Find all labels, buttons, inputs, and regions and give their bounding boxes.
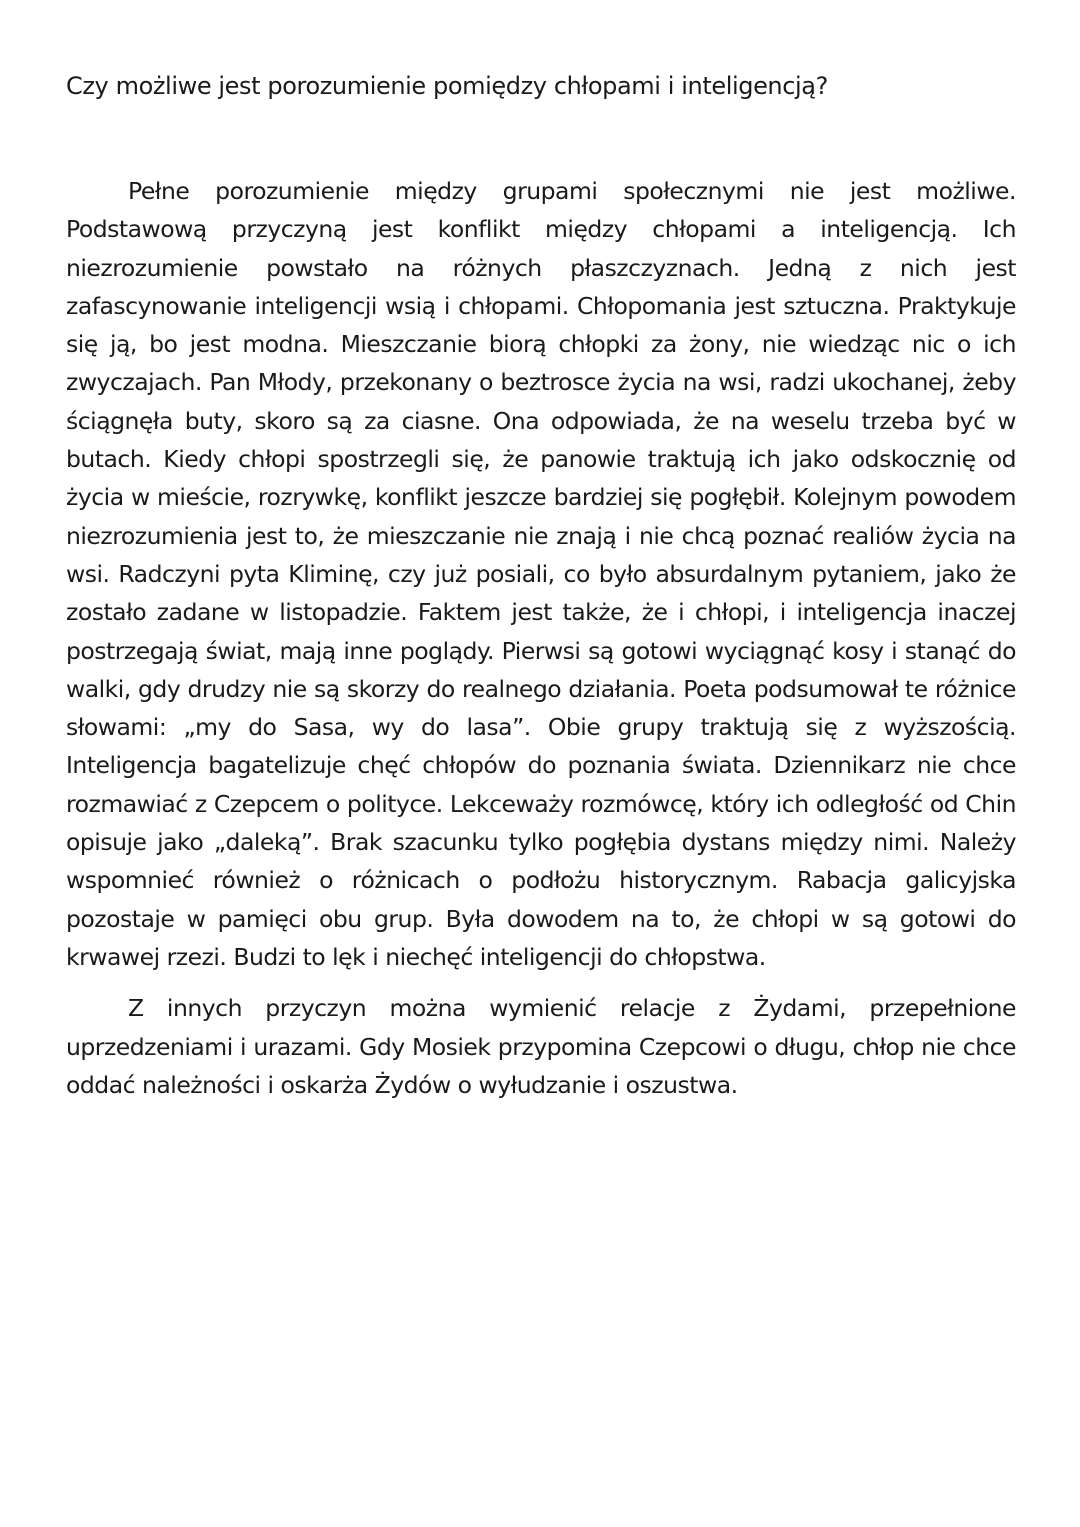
paragraph-other-reasons: Z innych przyczyn można wymienić relacje z Żydami, przepełnione uprzedzeniami i urazami. Gdy Mosiek przypomina Czepcowi o długu, chłop nie chce oddać należności i oskarża Żydów o wyłudzanie i oszustwa. bbox=[66, 994, 1016, 1099]
paragraph-main-argument: Pełne porozumienie między grupami społecznymi nie jest możliwe. Podstawową przyczyną jest konflikt między chłopami a inteligencją. Ich niezrozumienie powstało na różnych płaszczyznach. Jedną z nich jest zafascynowanie inteligencji wsią i chłopami. Chłopomania jest sztuczna. Praktykuje się ją, bo jest modna. Mieszczanie biorą chłopki za żony, nie wiedząc nic o ich zwyczajach. Pan Młody, przekonany o beztrosce życia na wsi, radzi ukochanej, żeby ściągnęła buty, skoro są za ciasne. Ona odpowiada, że na weselu trzeba być w butach. Kiedy chłopi spostrzegli się, że panowie traktują ich jako odskocznię od życia w mieście, rozrywkę, konflikt jeszcze bardziej się pogłębił. Kolejnym powodem niezrozumienia jest to, że mieszczanie nie znają i nie chcą poznać realiów życia na wsi. Radczyni pyta Kliminę, czy już posiali, co było absurdalnym pytaniem, jako że zostało zadane w listopadzie. Faktem jest także, że i chłopi, i inteligencja inaczej postrzegają świat, mają inne poglądy. Pierwsi są gotowi wyciągnąć kosy i stanąć do walki, gdy drudzy nie są skorzy do realnego działania. Poeta podsumował te różnice słowami: „my do Sasa, wy do lasa”. Obie grupy traktują się z wyższością. Inteligencja bagatelizuje chęć chłopów do poznania świata. Dziennikarz nie chce rozmawiać z Czepcem o polityce. Lekceważy rozmówcę, który ich odległość od Chin opisuje jako „daleką”. Brak szacunku tylko pogłębia dystans między nimi. Należy wspomnieć również o różnicach o podłożu historycznym. Rabacja galicyjska pozostaje w pamięci obu grup. Była dowodem na to, że chłopi w są gotowi do krwawej rzezi. Budzi to lęk i niechęć inteligencji do chłopstwa. bbox=[66, 177, 1016, 971]
document-body bbox=[66, 172, 1016, 1104]
document-title: Czy możliwe jest porozumienie pomiędzy chłopami i inteligencją? bbox=[66, 72, 828, 100]
